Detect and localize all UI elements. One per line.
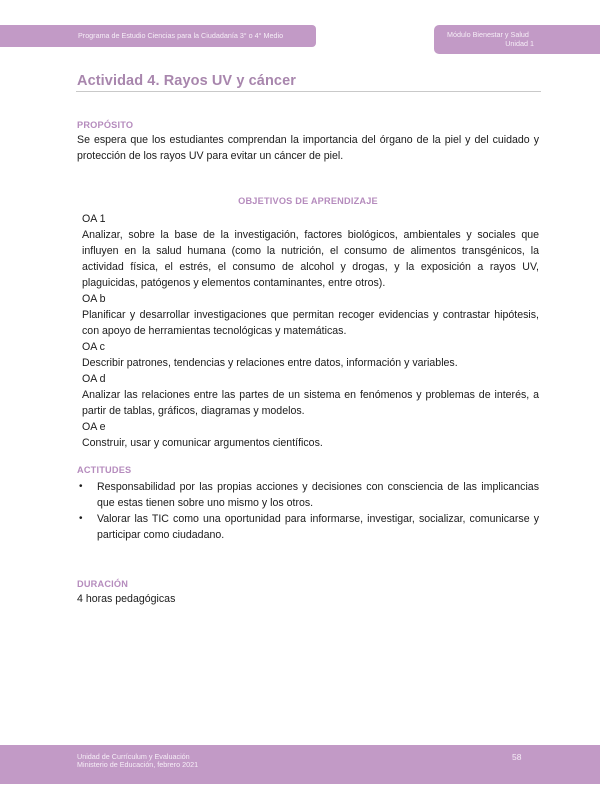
oa-code: OA d	[82, 373, 106, 385]
proposito-heading: PROPÓSITO	[77, 120, 134, 130]
oa-text: Analizar las relaciones entre las partes de un sistema en fenómenos y problemas de interés, a partir de tablas, gráficos, diagramas y modelos.	[82, 389, 539, 417]
actitudes-section	[77, 463, 539, 543]
oa-code: OA 1	[82, 213, 106, 225]
oa-list	[77, 211, 539, 451]
oa-item	[82, 211, 539, 291]
header-module-banner	[434, 25, 600, 54]
duracion-text: 4 horas pedagógicas	[77, 593, 176, 605]
duracion-section	[77, 577, 539, 607]
oa-item	[82, 371, 539, 419]
page-title: Actividad 4. Rayos UV y cáncer	[77, 73, 296, 89]
objetivos-heading: OBJETIVOS DE APRENDIZAJE	[238, 196, 378, 206]
actitud-text: Responsabilidad por las propias acciones y decisiones con consciencia de las implicancias que estas tienen sobre uno mismo y los otros.	[97, 481, 539, 509]
oa-text: Construir, usar y comunicar argumentos científicos.	[82, 437, 323, 449]
oa-code: OA e	[82, 421, 106, 433]
bullet-icon: •	[79, 481, 83, 492]
module-name: Módulo Bienestar y Salud	[447, 30, 529, 39]
program-title: Programa de Estudio Ciencias para la Ciudadanía 3° o 4° Medio	[78, 31, 284, 40]
header-program-banner	[0, 25, 316, 47]
oa-text: Analizar, sobre la base de la investigación, factores biológicos, ambientales y sociales que influyen en la salud humana (como la nutrición, el consumo de alimentos transgénicos, la actividad física, el estrés, el consumo de alcohol y drogas, y la exposición a rayos UV, plaguicidas, patógenos y elementos contaminantes, entre otros).	[82, 229, 539, 289]
bullet-icon: •	[79, 513, 83, 524]
oa-item	[82, 419, 539, 451]
actitudes-heading: ACTITUDES	[77, 465, 132, 475]
list-item	[77, 479, 539, 511]
objetivos-section	[77, 194, 539, 451]
title-divider	[76, 91, 541, 92]
actitud-text: Valorar las TIC como una oportunidad para informarse, investigar, socializar, comunicarse y participar como ciudadano.	[97, 513, 539, 541]
main-content	[77, 118, 539, 607]
actitudes-list	[77, 479, 539, 543]
page-number: 58	[512, 752, 522, 762]
proposito-section	[77, 118, 539, 164]
duracion-heading: DURACIÓN	[77, 579, 129, 589]
oa-item	[82, 291, 539, 339]
unit-name: Unidad 1	[505, 39, 534, 48]
oa-code: OA c	[82, 341, 105, 353]
oa-code: OA b	[82, 293, 106, 305]
footer-unit: Unidad de Currículum y Evaluación	[77, 752, 190, 761]
proposito-text: Se espera que los estudiantes comprendan la importancia del órgano de la piel y del cuidado y protección de los rayos UV para evitar un cáncer de piel.	[77, 134, 539, 162]
list-item	[77, 511, 539, 543]
footer-ministry: Ministerio de Educación, febrero 2021	[77, 760, 199, 769]
oa-item	[82, 339, 539, 371]
footer-banner	[0, 745, 600, 784]
oa-text: Planificar y desarrollar investigaciones que permitan recoger evidencias y contrastar hipótesis, con apoyo de herramientas tecnológicas y matemáticas.	[82, 309, 539, 337]
oa-text: Describir patrones, tendencias y relaciones entre datos, información y variables.	[82, 357, 458, 369]
